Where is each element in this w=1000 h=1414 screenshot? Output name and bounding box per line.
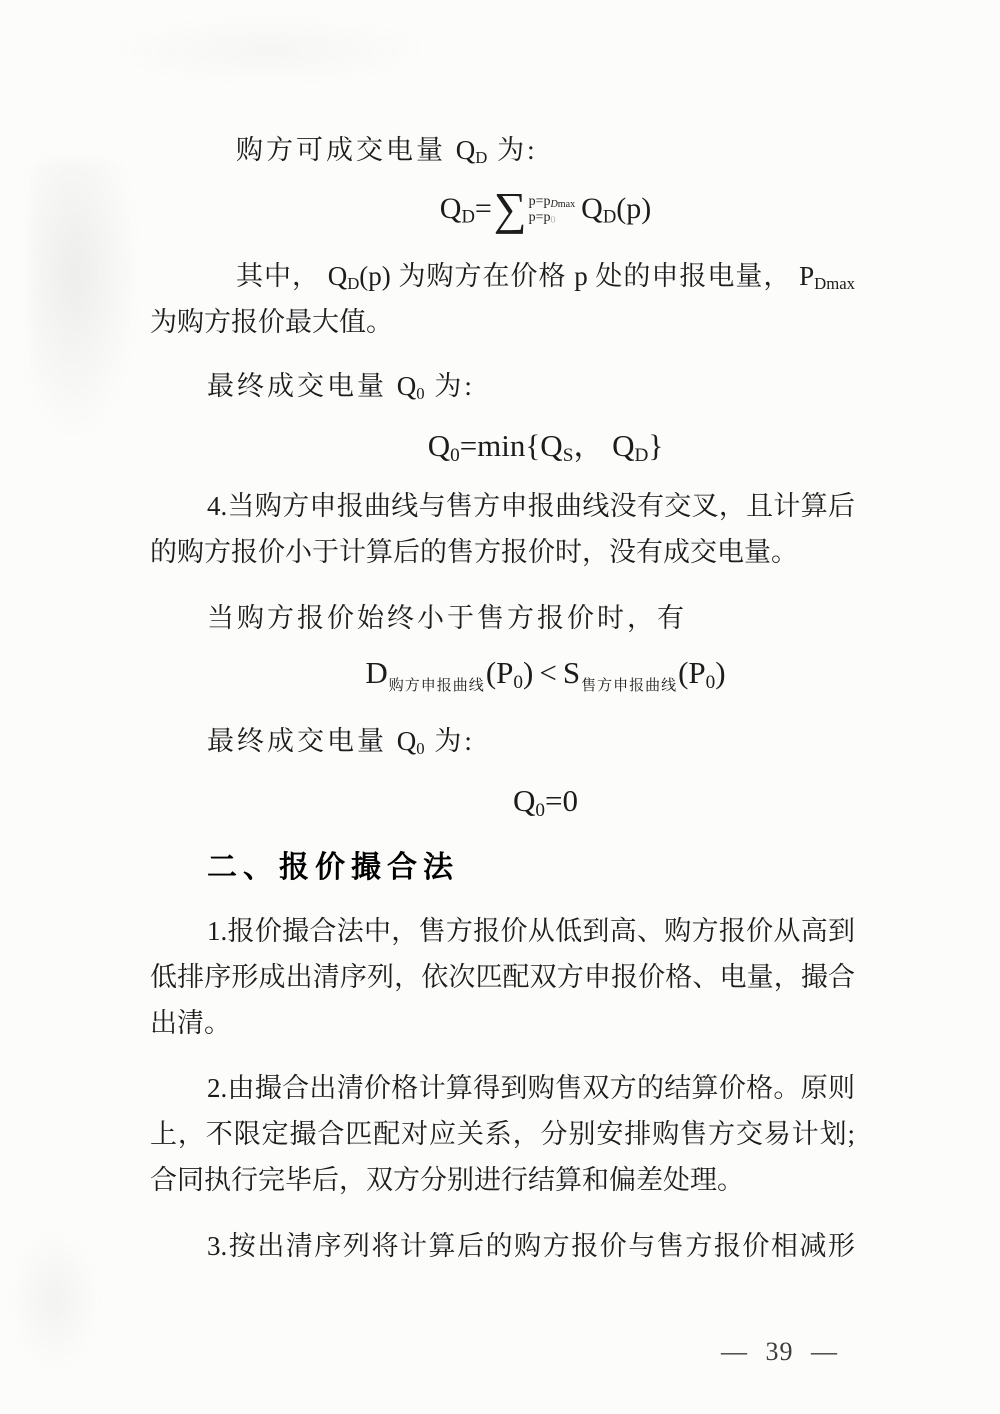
math-p: p (574, 261, 588, 291)
sum-lower-limit: $p=p_0$ (528, 209, 556, 226)
para-method-2: 2.由撮合出清价格计算得到购售双方的结算价格。原则上，不限定撮合匹配对应关系，分别安排购售方交易计划;合同执行完毕后，双方分别进行结算和偏差处理。 (150, 1073, 855, 1195)
text-run: 为购方在价格 (390, 261, 575, 291)
para-when-condition: 当购方报价始终小于售方报价时，有 (207, 603, 687, 633)
math-expression: $D_{购方申报曲线}(P_0) < S_{售方申报曲线}(P_0)$ (365, 655, 726, 694)
formula-demand-supply (193, 655, 898, 695)
para-rule-4: 4.当购方申报曲线与售方申报曲线没有交叉，且计算后的购方报价小于计算后的售方报价时，没有成交电量。 (150, 491, 855, 567)
para-final-volume-intro-1 (150, 363, 855, 409)
sum-limits (529, 194, 576, 226)
para-buyer-volume-intro (150, 127, 855, 173)
math-q0: $Q_0$ (396, 726, 425, 759)
math-lhs: $Q_D=$ (439, 191, 492, 228)
demand-curve-label: 购方申报曲线 (388, 678, 485, 694)
text-run: 其中， (236, 261, 328, 291)
scan-artifact (10, 1230, 100, 1370)
text-run: 最终成交电量 (207, 371, 397, 401)
math-rhs: $Q_D(p)$ (581, 191, 652, 228)
section-heading-quote-matching: 二、报价撮合法 (207, 851, 459, 884)
text-run: 处的申报电量， (587, 261, 800, 291)
formula-qd-sum (193, 183, 898, 234)
para-method-3: 3.按出清序列将计算后的购方报价与售方报价相减形 (207, 1231, 855, 1261)
page-number: — 39 — (721, 1337, 838, 1366)
para-final-volume-intro-2 (150, 718, 855, 764)
scan-artifact (30, 160, 140, 440)
para-method-1: 1.报价撮合法中，售方报价从低到高、购方报价从高到低排序形成出清序列，依次匹配双方申报价格、电量，撮合出清。 (150, 916, 855, 1038)
math-pdmax: $P_{Dmax}$ (799, 261, 856, 294)
math-expression: $Q_0=0$ (513, 783, 578, 821)
formula-q0-min (193, 428, 898, 464)
math-expression (439, 183, 652, 234)
text-run: 为: (424, 371, 475, 401)
sum-upper-limit: $p=p_{Dmax}$ (528, 193, 576, 210)
formula-q0-zero (193, 783, 898, 819)
math-qd: $Q_D$ (455, 135, 488, 168)
text-run: 购方可成交电量 (236, 135, 456, 165)
less-than-sign: < (539, 655, 557, 690)
sigma-symbol: ∑ (493, 183, 527, 234)
text-run: 为: (424, 726, 475, 756)
text-run: 为: (487, 135, 538, 165)
supply-curve-label: 售方申报曲线 (581, 678, 678, 694)
math-expression: $Q_0=\min\{Q_S$， $Q_D$} (427, 428, 664, 466)
text-run: 最终成交电量 (207, 726, 397, 756)
scan-artifact (120, 20, 420, 80)
math-q0: $Q_0$ (396, 371, 425, 404)
math-qdp: $Q_D(p)$ (327, 261, 391, 294)
text-run: 为购方报价最大值。 (150, 307, 393, 337)
para-qdp-definition (150, 253, 855, 345)
